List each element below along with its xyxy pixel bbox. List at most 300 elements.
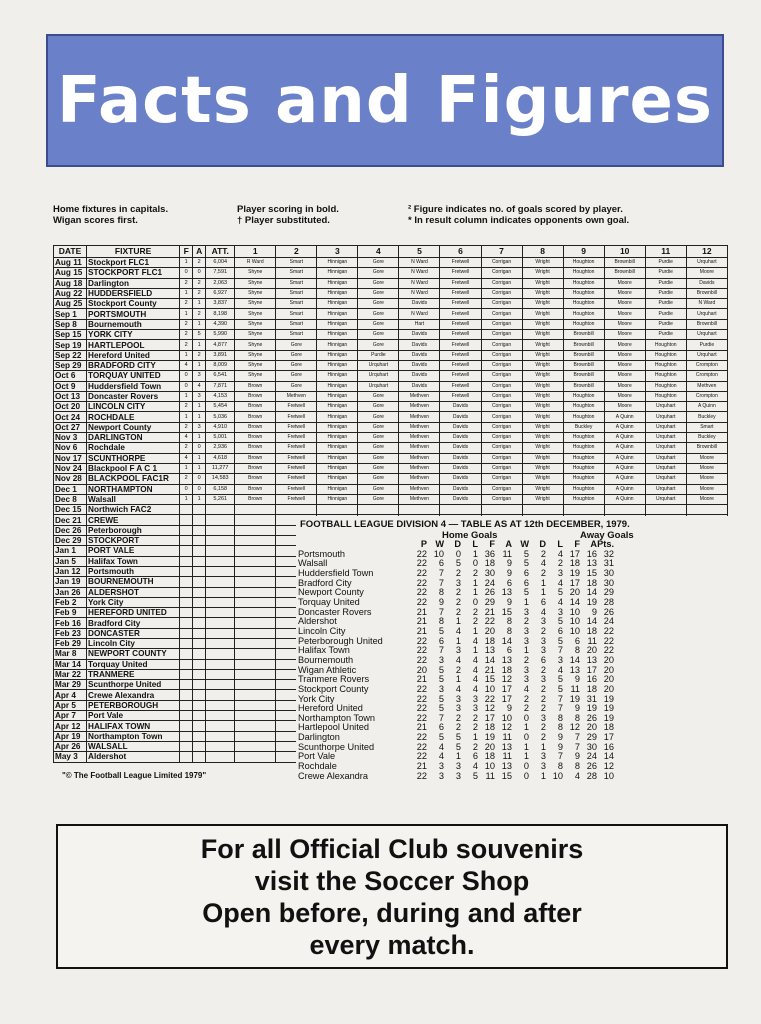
player-cell: Houghton	[563, 319, 604, 329]
opponent-score: 1	[193, 494, 206, 504]
attendance: 6,004	[206, 258, 235, 268]
fixture-date: Apr 19	[54, 731, 87, 741]
player-cell: Wright	[522, 463, 563, 473]
attendance	[206, 680, 235, 690]
league-stat: 7	[557, 703, 563, 714]
opponent-score	[193, 577, 206, 587]
player-cell: Davids	[399, 360, 440, 370]
fixture-date: Nov 24	[54, 463, 87, 473]
player-cell	[235, 628, 276, 638]
league-stat: 11	[502, 751, 512, 762]
player-cell: Davids	[399, 350, 440, 360]
player-cell: Urquhart	[645, 453, 686, 463]
player-cell: Brownbill	[604, 268, 645, 278]
player-cell: Gore	[358, 319, 399, 329]
wigan-score	[180, 577, 193, 587]
player-cell: Hinnigan	[317, 474, 358, 484]
league-stat: 8	[574, 645, 580, 656]
player-cell: Houghton	[563, 391, 604, 401]
player-cell	[235, 505, 276, 515]
player-cell: Davids	[399, 299, 440, 309]
league-stat: 3	[540, 761, 546, 772]
league-stat: 7	[574, 741, 580, 752]
player-cell: Brown	[235, 474, 276, 484]
fixture-opponent: Halifax Town	[87, 556, 180, 566]
opponent-score: 3	[193, 391, 206, 401]
league-team-name: Huddersfield Town	[298, 567, 374, 578]
league-stat: 16	[586, 548, 597, 559]
league-stat: 1	[455, 616, 461, 627]
player-cell: Fretwell	[276, 422, 317, 432]
fixture-opponent: Portsmouth	[87, 566, 180, 576]
player-cell	[235, 525, 276, 535]
player-cell	[686, 505, 727, 515]
league-stat: 10	[569, 625, 580, 636]
league-stat: 21	[416, 625, 427, 636]
player-cell: Hinnigan	[317, 422, 358, 432]
league-stat: 12	[501, 674, 512, 685]
fixture-opponent: NEWPORT COUNTY	[87, 649, 180, 659]
player-cell: Fretwell	[440, 360, 481, 370]
attendance	[206, 556, 235, 566]
fixture-row	[54, 391, 728, 401]
player-cell: Davids	[440, 433, 481, 443]
league-stat: 14	[501, 635, 512, 646]
league-team-name: Lincoln City	[298, 625, 346, 636]
league-stat: 2	[523, 616, 529, 627]
league-team-name: Newport County	[298, 587, 364, 598]
opponent-score: 0	[193, 443, 206, 453]
player-cell: N Ward	[399, 268, 440, 278]
fixture-date: Feb 2	[54, 597, 87, 607]
player-cell: Houghton	[645, 381, 686, 391]
league-stat: 3	[472, 703, 478, 714]
league-stat: 4	[472, 635, 478, 646]
player-cell: Smart	[276, 309, 317, 319]
player-cell	[399, 505, 440, 515]
player-cell: Davids	[440, 494, 481, 504]
fixture-opponent: BRADFORD CITY	[87, 360, 180, 370]
league-stat: 24	[603, 616, 614, 627]
wigan-score	[180, 700, 193, 710]
fixture-date: Sep 19	[54, 340, 87, 350]
player-cell: Davids	[686, 278, 727, 288]
league-stat: 6	[438, 635, 444, 646]
wigan-score	[180, 690, 193, 700]
league-stat: 4	[557, 596, 563, 607]
opponent-score: 2	[193, 309, 206, 319]
league-stat: 19	[603, 703, 614, 714]
opponent-score	[193, 752, 206, 762]
league-stat: 8	[438, 587, 444, 598]
league-stat: 10	[552, 770, 563, 781]
player-cell: Fretwell	[440, 299, 481, 309]
player-cell: Wright	[522, 278, 563, 288]
league-stat: 2	[523, 693, 529, 704]
league-stat: 20	[603, 654, 614, 665]
wigan-score: 2	[180, 443, 193, 453]
league-stat: 18	[484, 751, 495, 762]
league-stat: 20	[569, 587, 580, 598]
player-cell	[481, 505, 522, 515]
league-stat: 7	[574, 732, 580, 743]
fixture-row	[54, 433, 728, 443]
player-cell: Corrigan	[481, 422, 522, 432]
league-stat: 13	[586, 654, 597, 665]
fixture-opponent: Northwich FAC2	[87, 505, 180, 515]
league-stat: 1	[523, 645, 529, 656]
fixture-opponent: TORQUAY UNITED	[87, 371, 180, 381]
player-cell: Gore	[358, 484, 399, 494]
player-cell: Corrigan	[481, 309, 522, 319]
fixtures-header-cell: F	[180, 246, 193, 258]
player-cell	[235, 536, 276, 546]
player-cell	[563, 505, 604, 515]
league-stat: 4	[455, 683, 461, 694]
league-stat: 5	[438, 703, 444, 714]
wigan-score	[180, 546, 193, 556]
league-stat: 14	[586, 587, 597, 598]
soccer-shop-advert	[56, 824, 728, 969]
player-cell: Houghton	[645, 391, 686, 401]
player-cell: Smart	[276, 258, 317, 268]
fixture-row	[54, 299, 728, 309]
league-stat: 21	[416, 722, 427, 733]
player-cell: Fretwell	[276, 484, 317, 494]
league-stat: 12	[484, 703, 495, 714]
wigan-score	[180, 536, 193, 546]
player-cell: Moore	[604, 309, 645, 319]
fixture-row	[54, 412, 728, 422]
league-stat: 22	[416, 741, 427, 752]
player-cell: Moore	[686, 453, 727, 463]
attendance: 11,277	[206, 463, 235, 473]
league-stat: 4	[540, 606, 546, 617]
player-cell: Corrigan	[481, 319, 522, 329]
league-header-cell: L	[557, 539, 563, 549]
player-cell: Moore	[604, 391, 645, 401]
league-stat: 20	[603, 664, 614, 675]
player-cell: Brown	[235, 391, 276, 401]
opponent-score	[193, 505, 206, 515]
player-cell: Fretwell	[440, 391, 481, 401]
league-team-name: Hereford United	[298, 703, 363, 714]
player-cell: Hinnigan	[317, 330, 358, 340]
fixture-row	[54, 360, 728, 370]
player-cell: Wright	[522, 484, 563, 494]
league-stat: 3	[438, 770, 444, 781]
fixture-date: Nov 3	[54, 433, 87, 443]
player-cell: Hinnigan	[317, 391, 358, 401]
player-cell: Hinnigan	[317, 350, 358, 360]
fixture-date: Sep 8	[54, 319, 87, 329]
note-substituted: † Player substituted.	[237, 215, 330, 226]
league-stat: 3	[523, 664, 529, 675]
opponent-score	[193, 741, 206, 751]
attendance	[206, 566, 235, 576]
player-cell	[235, 577, 276, 587]
player-cell: Hinnigan	[317, 319, 358, 329]
opponent-score: 0	[193, 268, 206, 278]
player-cell: Wright	[522, 371, 563, 381]
league-stat: 9	[574, 674, 580, 685]
fixture-date: Oct 13	[54, 391, 87, 401]
player-cell: Smart	[686, 422, 727, 432]
title-banner	[46, 34, 724, 167]
league-stat: 3	[540, 616, 546, 627]
player-cell: Corrigan	[481, 453, 522, 463]
league-stat: 3	[540, 674, 546, 685]
player-cell: Fretwell	[440, 258, 481, 268]
wigan-score	[180, 721, 193, 731]
opponent-score: 2	[193, 288, 206, 298]
fixture-opponent: PORTSMOUTH	[87, 309, 180, 319]
player-cell	[235, 597, 276, 607]
player-cell: Hinnigan	[317, 360, 358, 370]
player-cell: Shyne	[235, 350, 276, 360]
fixture-date: Dec 15	[54, 505, 87, 515]
league-team-name: Peterborough United	[298, 635, 383, 646]
league-stat: 19	[603, 712, 614, 723]
league-team-name: Scunthorpe United	[298, 741, 375, 752]
league-stat: 13	[501, 587, 512, 598]
fixture-opponent: CREWE	[87, 515, 180, 525]
league-stat: 4	[523, 683, 529, 694]
player-cell: Urquhart	[645, 412, 686, 422]
attendance: 6,927	[206, 288, 235, 298]
player-cell: Corrigan	[481, 443, 522, 453]
league-stat: 17	[501, 693, 512, 704]
fixtures-header-cell: 11	[645, 246, 686, 258]
league-stat: 2	[557, 558, 563, 569]
fixture-date: Sep 1	[54, 309, 87, 319]
league-stat: 5	[438, 693, 444, 704]
player-cell: Shyne	[235, 268, 276, 278]
player-cell	[235, 711, 276, 721]
league-stat: 9	[506, 567, 512, 578]
player-cell: Gore	[276, 371, 317, 381]
fixture-row	[54, 309, 728, 319]
league-team-name: Wigan Athletic	[298, 664, 357, 675]
fixture-opponent: Torquay United	[87, 659, 180, 669]
league-stat: 14	[586, 616, 597, 627]
fixture-opponent: DONCASTER	[87, 628, 180, 638]
fixture-opponent: Crewe Alexandra	[87, 690, 180, 700]
fixtures-header-cell: DATE	[54, 246, 87, 258]
player-cell: A Quinn	[686, 402, 727, 412]
player-cell: Fretwell	[440, 371, 481, 381]
opponent-score	[193, 566, 206, 576]
league-stat: 16	[603, 741, 614, 752]
wigan-score	[180, 680, 193, 690]
fixture-date: May 3	[54, 752, 87, 762]
fixture-opponent: ROCHDALE	[87, 412, 180, 422]
wigan-score	[180, 638, 193, 648]
fixture-opponent: Peterborough	[87, 525, 180, 535]
league-stat: 31	[603, 558, 614, 569]
league-header-cell: D	[454, 539, 461, 549]
wigan-score	[180, 731, 193, 741]
fixture-opponent: LINCOLN CITY	[87, 402, 180, 412]
fixture-date: Apr 12	[54, 721, 87, 731]
wigan-score	[180, 659, 193, 669]
player-cell: Hinnigan	[317, 453, 358, 463]
fixture-date: Oct 9	[54, 381, 87, 391]
player-cell: Wright	[522, 330, 563, 340]
player-cell: N Ward	[399, 278, 440, 288]
league-stat: 18	[586, 683, 597, 694]
player-cell: Purdie	[358, 350, 399, 360]
player-cell: Brownbill	[563, 330, 604, 340]
fixture-opponent: DARLINGTON	[87, 433, 180, 443]
player-cell: Purdie	[645, 330, 686, 340]
league-stat: 5	[557, 616, 563, 627]
player-cell: Wright	[522, 319, 563, 329]
player-cell: Davids	[440, 484, 481, 494]
attendance: 5,261	[206, 494, 235, 504]
attendance	[206, 618, 235, 628]
league-stat: 17	[501, 683, 512, 694]
player-cell: Smart	[276, 268, 317, 278]
fixture-date: Mar 29	[54, 680, 87, 690]
player-cell: Wright	[522, 453, 563, 463]
player-cell	[235, 618, 276, 628]
league-stat: 22	[416, 635, 427, 646]
player-cell: Wright	[522, 433, 563, 443]
fixture-row	[54, 350, 728, 360]
fixture-row	[54, 443, 728, 453]
fixture-date: Jan 26	[54, 587, 87, 597]
league-stat: 2	[540, 732, 546, 743]
fixture-date: Dec 1	[54, 484, 87, 494]
league-stat: 2	[455, 596, 461, 607]
player-cell: Gore	[358, 412, 399, 422]
fixture-date: Aug 18	[54, 278, 87, 288]
league-stat: 20	[484, 741, 495, 752]
league-stat: 10	[603, 770, 614, 781]
league-stat: 5	[557, 674, 563, 685]
player-cell: Moore	[604, 381, 645, 391]
player-cell: Corrigan	[481, 474, 522, 484]
league-stat: 18	[484, 635, 495, 646]
attendance	[206, 741, 235, 751]
attendance: 7,871	[206, 381, 235, 391]
fixture-date: Oct 6	[54, 371, 87, 381]
fixtures-header-cell: 8	[522, 246, 563, 258]
player-cell: A Quinn	[604, 474, 645, 484]
league-stat: 2	[540, 664, 546, 675]
league-stat: 6	[540, 596, 546, 607]
player-cell: Hinnigan	[317, 381, 358, 391]
league-stat: 8	[438, 616, 444, 627]
league-stat: 4	[574, 770, 580, 781]
league-stat: 3	[455, 693, 461, 704]
player-cell	[235, 659, 276, 669]
player-cell: Brown	[235, 433, 276, 443]
player-cell: Houghton	[563, 268, 604, 278]
league-stat: 0	[523, 761, 529, 772]
attendance: 2,936	[206, 443, 235, 453]
player-cell: Methven	[399, 402, 440, 412]
fixture-date: Jan 19	[54, 577, 87, 587]
wigan-score	[180, 669, 193, 679]
league-stat: 6	[506, 577, 512, 588]
opponent-score	[193, 690, 206, 700]
opponent-score: 1	[193, 463, 206, 473]
league-stat: 1	[472, 577, 478, 588]
league-stat: 1	[523, 596, 529, 607]
league-stat: 12	[501, 722, 512, 733]
opponent-score: 1	[193, 319, 206, 329]
league-stat: 13	[501, 741, 512, 752]
player-cell: Fretwell	[440, 278, 481, 288]
player-cell: Corrigan	[481, 381, 522, 391]
player-cell: Moore	[604, 278, 645, 288]
player-cell: Moore	[686, 463, 727, 473]
league-stat: 3	[523, 625, 529, 636]
player-cell: Davids	[399, 371, 440, 381]
league-header-cell: W	[435, 539, 444, 549]
league-stat: 1	[523, 741, 529, 752]
league-stat: 1	[472, 645, 478, 656]
player-cell: Gore	[358, 463, 399, 473]
league-stat: 14	[569, 654, 580, 665]
fixture-date: Jan 12	[54, 566, 87, 576]
player-cell: Wright	[522, 340, 563, 350]
league-stat: 19	[603, 693, 614, 704]
wigan-score	[180, 608, 193, 618]
league-stat: 26	[586, 712, 597, 723]
league-stat: 2	[455, 587, 461, 598]
league-stat: 2	[455, 567, 461, 578]
attendance: 3,891	[206, 350, 235, 360]
player-cell: Wright	[522, 350, 563, 360]
league-stat: 16	[586, 674, 597, 685]
player-cell: Shyne	[235, 278, 276, 288]
league-stat: 12	[603, 761, 614, 772]
league-stat: 20	[586, 645, 597, 656]
wigan-score	[180, 628, 193, 638]
fixture-opponent: STOCKPORT FLC1	[87, 268, 180, 278]
player-cell	[235, 566, 276, 576]
fixture-row	[54, 258, 728, 268]
league-stat: 1	[540, 587, 546, 598]
league-stat: 22	[416, 577, 427, 588]
player-cell: Brown	[235, 412, 276, 422]
league-stat: 5	[455, 558, 461, 569]
league-stat: 3	[557, 606, 563, 617]
fixture-opponent: Bournemouth	[87, 319, 180, 329]
league-team-name: Stockport County	[298, 683, 369, 694]
player-cell: Moore	[604, 360, 645, 370]
attendance	[206, 669, 235, 679]
league-stat: 3	[455, 577, 461, 588]
player-cell: Brown	[235, 484, 276, 494]
player-cell	[645, 505, 686, 515]
league-stat: 22	[416, 770, 427, 781]
fixture-date: Feb 29	[54, 638, 87, 648]
league-stat: 5	[557, 587, 563, 598]
league-stat: 22	[416, 712, 427, 723]
advert-line: every match.	[309, 930, 475, 960]
league-stat: 5	[438, 664, 444, 675]
fixture-row	[54, 422, 728, 432]
player-cell: Corrigan	[481, 463, 522, 473]
attendance: 6,541	[206, 371, 235, 381]
player-cell: Urquhart	[358, 381, 399, 391]
league-team-name: Bradford City	[298, 577, 352, 588]
fixture-opponent: YORK CITY	[87, 330, 180, 340]
